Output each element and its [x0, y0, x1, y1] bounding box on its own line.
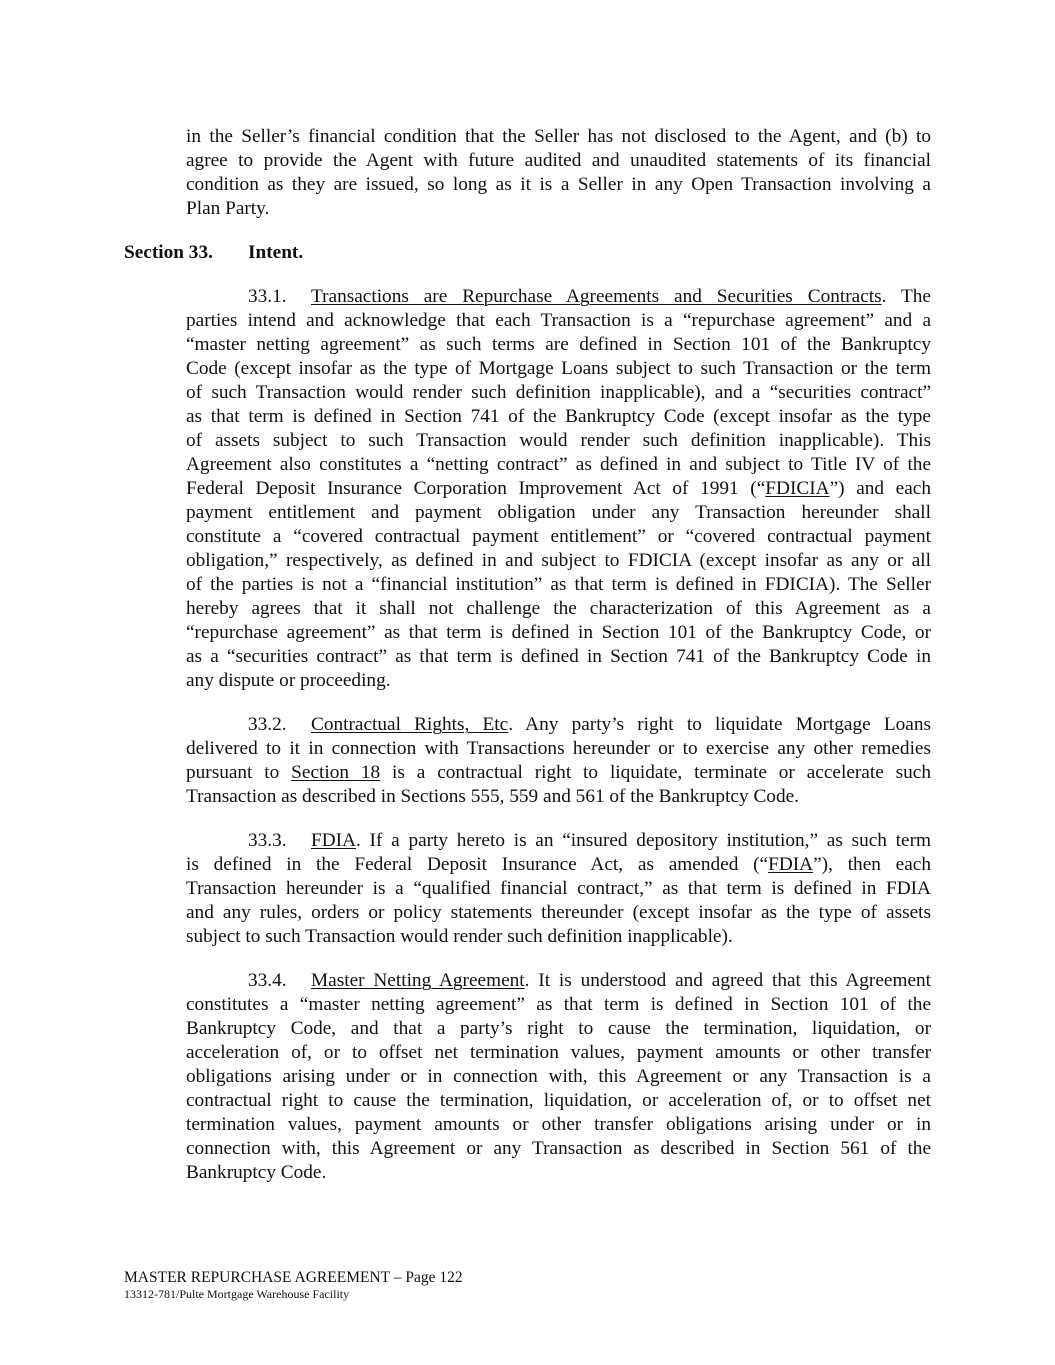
text-line: of such Transaction would render such definition inapplicable), and a “securities contract”: [186, 382, 931, 403]
paragraph-number: 33.2.: [248, 714, 287, 735]
text-line: termination values, payment amounts or other transfer obligations arising under or in: [186, 1114, 931, 1135]
text-line: hereby agrees that it shall not challenge the characterization of this Agreement as a: [186, 598, 931, 619]
text-line: payment entitlement and payment obligation under any Transaction hereunder shall: [186, 502, 931, 523]
text-segment: is defined in the Federal Deposit Insurance Act, as amended (“: [186, 854, 769, 875]
text-segment: . Any party’s right to liquidate Mortgage Loans: [508, 714, 931, 735]
text-line: [186, 477, 931, 501]
text-segment: . It is understood and agreed that this Agreement: [524, 970, 932, 991]
underlined-term: FDICIA: [765, 478, 830, 499]
footer-reference: 13312-781/Pulte Mortgage Warehouse Facility: [124, 1287, 350, 1301]
text-line: [186, 853, 931, 877]
text-line: Transaction as described in Sections 555, 559 and 561 of the Bankruptcy Code.: [186, 786, 799, 807]
paragraph-33-4: [186, 969, 931, 1185]
underlined-term: FDIA: [768, 854, 814, 875]
text-segment: is a contractual right to liquidate, terminate or accelerate such: [380, 762, 931, 783]
text-line: Transaction hereunder is a “qualified financial contract,” as that term is defined in FDIA: [186, 878, 931, 899]
text-line: delivered to it in connection with Transactions hereunder or to exercise any other remedies: [186, 738, 931, 759]
text-segment: . The: [881, 286, 931, 307]
text-line: connection with, this Agreement or any Transaction as described in Section 561 of the: [186, 1138, 931, 1159]
underlined-term: Contractual Rights, Etc: [311, 714, 509, 735]
text-line: agree to provide the Agent with future audited and unaudited statements of its financial: [186, 150, 931, 171]
underlined-term: Transactions are Repurchase Agreements and Securities Contracts: [311, 286, 882, 307]
paragraph-33-1: [186, 285, 931, 693]
paragraph-33-2: [186, 713, 931, 809]
text-line: constitutes a “master netting agreement” as that term is defined in Section 101 of the: [186, 994, 931, 1015]
text-line: subject to such Transaction would render such definition inapplicable).: [186, 926, 733, 947]
section-paragraphs: [124, 285, 931, 1185]
text-line: acceleration of, or to offset net termination values, payment amounts or other transfer: [186, 1042, 931, 1063]
section-title: Intent.: [248, 242, 304, 263]
text-line: [186, 713, 931, 737]
paragraph-33-3: [186, 829, 931, 949]
text-line: as that term is defined in Section 741 of the Bankruptcy Code (except insofar as the type: [186, 406, 931, 427]
underlined-term: Master Netting Agreement: [311, 970, 525, 991]
text-line: “master netting agreement” as such terms are defined in Section 101 of the Bankruptcy: [186, 334, 931, 355]
text-line: [186, 969, 931, 993]
text-line: of the parties is not a “financial institution” as that term is defined in FDICIA). The Seller: [186, 574, 931, 595]
text-line: [186, 285, 931, 309]
text-segment: . If a party hereto is an “insured depository institution,” as such term: [356, 830, 931, 851]
text-line: Agreement also constitutes a “netting contract” as defined in and subject to Title IV of the: [186, 454, 931, 475]
text-line: “repurchase agreement” as that term is defined in Section 101 of the Bankruptcy Code, or: [186, 622, 931, 643]
section-number: Section 33.: [124, 242, 213, 263]
text-line: as a “securities contract” as that term is defined in Section 741 of the Bankruptcy Code in: [186, 646, 931, 667]
text-line: Bankruptcy Code.: [186, 1162, 327, 1183]
document-body: [124, 125, 931, 1205]
text-line: and any rules, orders or policy statements thereunder (except insofar as the type of assets: [186, 902, 931, 923]
text-line: Bankruptcy Code, and that a party’s right to cause the termination, liquidation, or: [186, 1018, 931, 1039]
text-line: condition as they are issued, so long as it is a Seller in any Open Transaction involving a: [186, 174, 931, 195]
paragraph-number: 33.4.: [248, 970, 287, 991]
text-line: Plan Party.: [186, 198, 270, 219]
text-line: parties intend and acknowledge that each Transaction is a “repurchase agreement” and a: [186, 310, 931, 331]
text-line: of assets subject to such Transaction would render such definition inapplicable). This: [186, 430, 931, 451]
text-line: any dispute or proceeding.: [186, 670, 391, 691]
text-line: Code (except insofar as the type of Mortgage Loans subject to such Transaction or the term: [186, 358, 931, 379]
paragraph-number: 33.1.: [248, 286, 287, 307]
text-segment: pursuant to: [186, 762, 292, 783]
text-line: contractual right to cause the termination, liquidation, or acceleration of, or to offset net: [186, 1090, 931, 1111]
text-line: in the Seller’s financial condition that the Seller has not disclosed to the Agent, and (b) to: [186, 126, 931, 147]
text-line: obligations arising under or in connection with, this Agreement or any Transaction is a: [186, 1066, 931, 1087]
text-segment: ”) and each: [829, 478, 931, 499]
page-footer: [124, 1268, 463, 1302]
footer-title: MASTER REPURCHASE AGREEMENT – Page 122: [124, 1269, 463, 1286]
text-line: [186, 829, 931, 853]
text-segment: ”), then each: [813, 854, 931, 875]
section-heading: [124, 241, 931, 265]
intro-paragraph: [186, 125, 931, 221]
text-segment: Federal Deposit Insurance Corporation Improvement Act of 1991 (“: [186, 478, 766, 499]
text-line: [186, 761, 931, 785]
paragraph-number: 33.3.: [248, 830, 287, 851]
underlined-term: FDIA: [311, 830, 356, 851]
text-line: obligation,” respectively, as defined in and subject to FDICIA (except insofar as any or all: [186, 550, 931, 571]
underlined-term: Section 18: [291, 762, 381, 783]
text-line: constitute a “covered contractual payment entitlement” or “covered contractual payment: [186, 526, 931, 547]
